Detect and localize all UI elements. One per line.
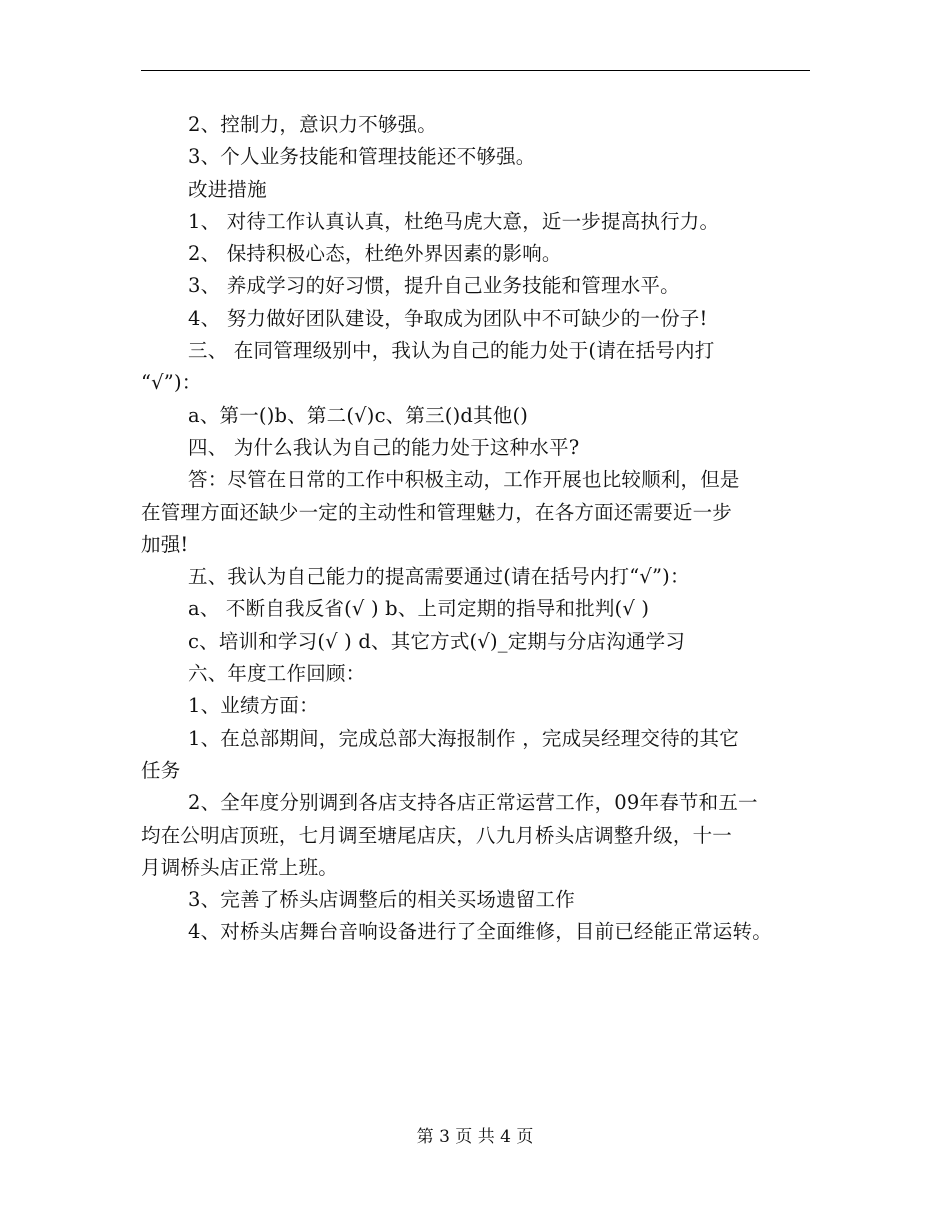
text-line: 2、 保持积极心态，杜绝外界因素的影响。 — [188, 242, 562, 266]
page-number: 第 3 页 共 4 页 — [416, 1127, 534, 1147]
text-line: 均在公明店顶班，七月调至塘尾店庆，八九月桥头店调整升级，十一 — [141, 823, 733, 847]
section-heading: 六、年度工作回顾： — [188, 662, 366, 686]
text-line: 1、 对待工作认真认真，杜绝马虎大意，近一步提高执行力。 — [188, 209, 720, 233]
text-line: 加强! — [141, 532, 189, 556]
text-line: 1、业绩方面： — [188, 694, 319, 718]
header-rule — [141, 70, 810, 71]
text-line: 4、 努力做好团队建设，争取成为团队中不可缺少的一份子! — [188, 306, 708, 330]
text-line: 2、控制力，意识力不够强。 — [188, 113, 438, 136]
document-body — [141, 109, 821, 949]
text-line: 3、 养成学习的好习惯，提升自己业务技能和管理水平。 — [188, 274, 680, 298]
text-line: a、第一()b、第二(√)c、第三()d其他() — [188, 403, 529, 427]
text-line: 五、我认为自己能力的提高需要通过(请在括号内打“√”)： — [188, 565, 690, 589]
text-line: 任务 — [141, 758, 181, 782]
text-line: 答：尽管在日常的工作中积极主动，工作开展也比较顺利，但是 — [188, 468, 740, 492]
text-line: 3、个人业务技能和管理技能还不够强。 — [188, 145, 536, 169]
text-line: 2、全年度分别调到各店支持各店正常运营工作，09年春节和五一 — [188, 791, 758, 815]
text-line: 4、对桥头店舞台音响设备进行了全面维修，目前已经能正常运转。 — [188, 920, 772, 944]
text-line: 四、 为什么我认为自己的能力处于这种水平? — [188, 435, 580, 459]
text-line: 在管理方面还缺少一定的主动性和管理魅力，在各方面还需要近一步 — [141, 500, 733, 524]
text-line: 3、完善了桥头店调整后的相关买场遗留工作 — [188, 888, 575, 912]
text-line: “√”)： — [141, 371, 202, 395]
text-line: a、 不断自我反省(√ ) b、上司定期的指导和批判(√ ) — [188, 597, 650, 621]
section-heading: 改进措施 — [188, 177, 267, 201]
text-line: 三、 在同管理级别中，我认为自己的能力处于(请在括号内打 — [188, 339, 715, 363]
text-line: c、培训和学习(√ ) d、其它方式(√)_定期与分店沟通学习 — [188, 629, 686, 653]
text-line: 月调桥头店正常上班。 — [141, 855, 339, 879]
text-line: 1、在总部期间，完成总部大海报制作 ，完成吴经理交待的其它 — [188, 726, 739, 750]
